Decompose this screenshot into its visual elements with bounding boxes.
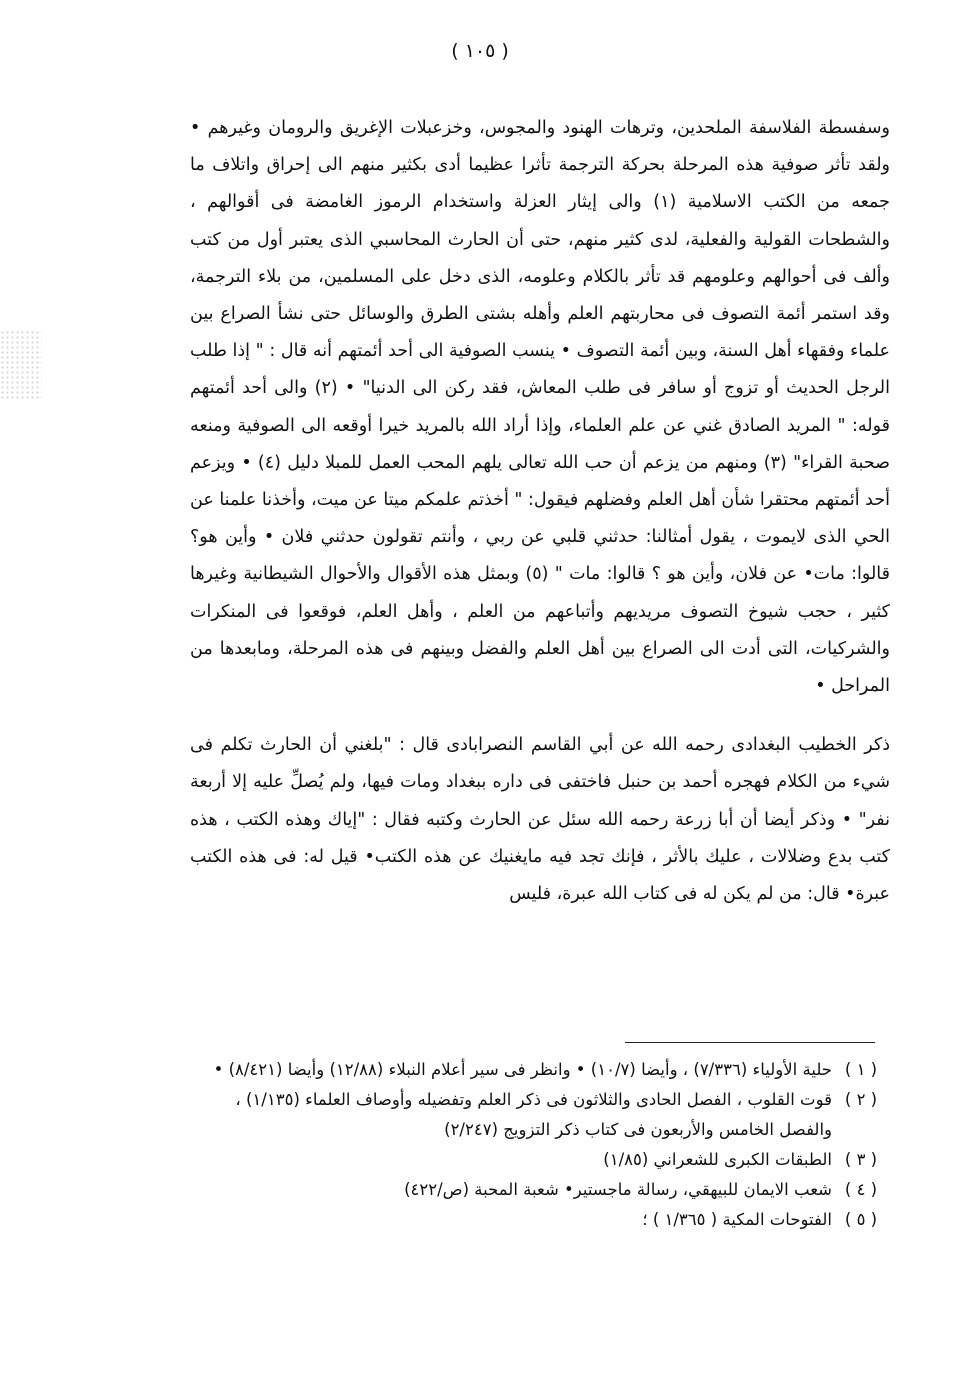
footnote-text: قوت القلوب ، الفصل الحادى والثلاثون فى ذكر العلم وتفضيله وأوصاف العلماء (١/١٣٥) ، والفصل الخامس والأربعون فى كتاب ذكر التزويج (٢/٢٤٧) bbox=[235, 1090, 832, 1139]
footnote-3 bbox=[190, 1145, 890, 1175]
footnote-text: شعب الايمان للبيهقي، رسالة ماجستير• شعبة المحبة (ص/٤٢٢) bbox=[404, 1180, 832, 1199]
footnote-text: الفتوحات المكية ( ١/٣٦٥ ) ؛ bbox=[642, 1210, 832, 1229]
footnote-text: حلية الأولياء (٧/٣٣٦) ، وأيضا (١٠/٧) • وانظر فى سير أعلام النبلاء (١٢/٨٨) وأيضا (٨/٤٢١) • bbox=[213, 1060, 832, 1079]
footnote-number: ( ٢ ) bbox=[844, 1090, 878, 1109]
footnote-5 bbox=[190, 1205, 890, 1235]
page-number: ( ١٠٥ ) bbox=[451, 40, 509, 62]
footnote-number: ( ٥ ) bbox=[844, 1210, 878, 1229]
footnote-4 bbox=[190, 1175, 890, 1205]
footnote-separator bbox=[625, 1042, 875, 1043]
paragraph-1: وسفسطة الفلاسفة الملحدين، وترهات الهنود والمجوس، وخزعبلات الإغريق والرومان وغيرهم • ولقد تأثر صوفية هذه المرحلة بحركة الترجمة تأثرا عظيما أدى بكثير منهم الى إحراق واتلاف ما جمعه من الكتب الاسلامية (١) والى إيثار العزلة واستخدام الرموز الغامضة فى أقوالهم ، والشطحات القولية والفعلية، لدى كثير منهم، حتى أن الحارث المحاسبي الذى يعتبر أول من كتب وألف فى أحوالهم وعلومهم قد تأثر بالكلام وعلومه، الذى دخل على المسلمين، من بلاء الترجمة، وقد استمر أئمة التصوف فى محاربتهم العلم وأهله بشتى الطرق والوسائل حتى نشأ الصراع بين علماء وفقهاء أهل السنة، وبين أئمة التصوف • ينسب الصوفية الى أحد أئمتهم أنه قال : " إذا طلب الرجل الحديث أو تزوج أو سافر فى طلب المعاش، فقد ركن الى الدنيا" • (٢) والى أحد أئمتهم قوله: " المريد الصادق غني عن علم العلماء، وإذا أراد الله بالمريد خيرا أوقعه الى الصوفية ومنعه صحبة القراء" (٣) ومنهم من يزعم أن حب الله تعالى يلهم المحب العمل للمبلا دليل (٤) • ويزعم أحد أئمتهم محتقرا شأن أهل العلم وفضلهم فيقول: " أخذتم علمكم ميتا عن ميت، وأخذنا علمنا عن الحي الذى لايموت ، يقول أمثالنا: حدثني قلبي عن ربي ، وأنتم تقولون حدثني فلان • وأين هو؟ قالوا: مات• عن فلان، وأين هو ؟ قالوا: مات " (٥) وبمثل هذه الأقوال والأحوال الشيطانية وغيرها كثير ، حجب شيوخ التصوف مريديهم وأتباعهم من العلم ، وأهل العلم، فوقعوا فى المنكرات والشركيات، التى أدت الى الصراع بين أهل العلم والفضل وبينهم فى هذه المرحلة، ومابعدها من المراحل • bbox=[190, 118, 890, 697]
paragraph-2: ذكر الخطيب البغدادى رحمه الله عن أبي القاسم النصرابادى قال : "بلغني أن الحارث تكلم فى شيء من الكلام فهجره أحمد بن حنبل فاختفى فى داره ببغداد ومات فيها، ولم يُصلِّ عليه إلا أربعة نفر" • وذكر أيضا أن أبا زرعة رحمه الله سئل عن الحارث وكتبه فقال : "إياك وهذه الكتب ، هذه كتب بدع وضلالات ، عليك بالأثر ، فإنك تجد فيه مايغنيك عن هذه الكتب• قيل له: فى هذه الكتب عبرة• قال: من لم يكن له فى كتاب الله عبرة، فليس bbox=[190, 735, 890, 905]
footnote-2 bbox=[190, 1085, 890, 1145]
footnote-text: الطبقات الكبرى للشعراني (١/٨٥) bbox=[603, 1150, 832, 1169]
footnotes bbox=[190, 1055, 890, 1235]
body-text bbox=[190, 110, 890, 913]
footnote-number: ( ٤ ) bbox=[844, 1180, 878, 1199]
footnote-number: ( ١ ) bbox=[844, 1060, 878, 1079]
footnote-1 bbox=[190, 1055, 890, 1085]
footnote-number: ( ٣ ) bbox=[844, 1150, 878, 1169]
scan-noise bbox=[0, 330, 42, 400]
